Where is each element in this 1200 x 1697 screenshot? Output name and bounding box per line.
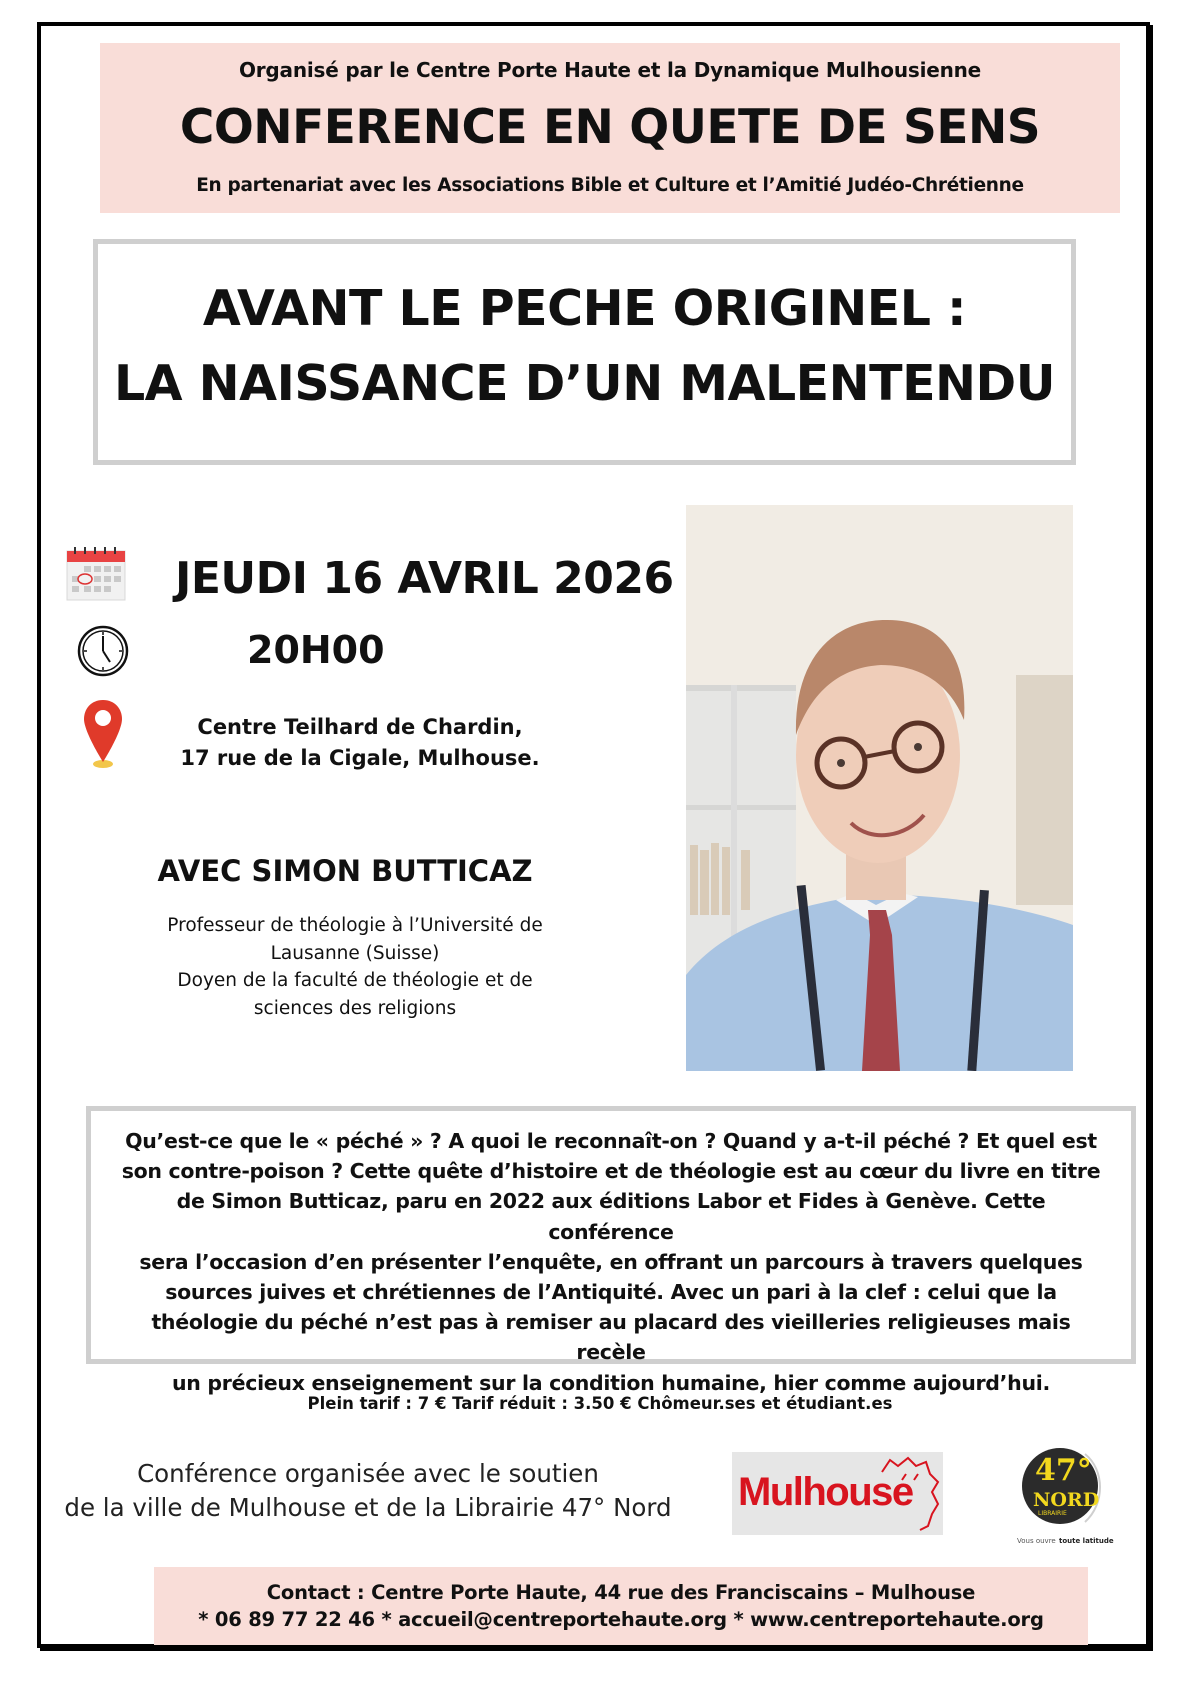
title-box: [93, 239, 1076, 465]
speaker-heading: AVEC SIMON BUTTICAZ: [157, 854, 533, 888]
nord-tagline-b: toute latitude: [1059, 1537, 1114, 1545]
talk-title-line-1: AVANT LE PECHE ORIGINEL :: [202, 280, 967, 337]
description-line: théologie du péché n’est pas à remiser au placard des vieilleries religieuses mais recèle: [151, 1310, 1071, 1365]
bio-line-2: Lausanne (Suisse): [270, 942, 440, 964]
partnership-text: En partenariat avec les Associations Bible et Culture et l’Amitié Judéo-Chrétienne: [196, 175, 1024, 196]
calendar-icon: [66, 545, 126, 601]
bio-line-1: Professeur de théologie à l’Université de: [167, 915, 543, 936]
description-line: son contre-poison ? Cette quête d’histoire et de théologie est au cœur du livre en titre: [121, 1159, 1101, 1184]
mulhouse-logo-text: Mulhouse: [738, 1470, 913, 1514]
clock-icon: [77, 625, 129, 677]
nord-logo-47: 47°: [1035, 1453, 1092, 1488]
speaker-bio: [130, 912, 580, 1022]
venue-address: [150, 712, 570, 774]
nord-tagline-a: Vous ouvre: [1017, 1537, 1056, 1545]
description-line: de Simon Butticaz, paru en 2022 aux éditions Labor et Fides à Genève. Cette conférence: [176, 1189, 1046, 1244]
description-line: sera l’occasion d’en présenter l’enquête, en offrant un parcours à travers quelques: [139, 1249, 1083, 1274]
nord-logo-sub: LIBRAIRIE: [1038, 1510, 1067, 1517]
event-date: JEUDI 16 AVRIL 2026: [175, 553, 674, 604]
description-line: sources juives et chrétiennes de l’Antiquité. Avec un pari à la clef : celui que la: [165, 1280, 1057, 1305]
organizer-text: Organisé par le Centre Porte Haute et la Dynamique Mulhousienne: [238, 58, 982, 82]
support-line-2: de la ville de Mulhouse et de la Librairie 47° Nord: [64, 1493, 672, 1522]
mulhouse-logo: [732, 1452, 943, 1535]
speaker-photo: [686, 505, 1073, 1071]
librairie-47-nord-logo: [1005, 1440, 1115, 1550]
description-line: un précieux enseignement sur la condition humaine, hier comme aujourd’hui.: [172, 1370, 1050, 1395]
support-line-1: Conférence organisée avec le soutien: [137, 1459, 599, 1488]
support-text: [58, 1457, 678, 1525]
contact-line-1: Contact : Centre Porte Haute, 44 rue des Franciscains – Mulhouse: [266, 1581, 976, 1604]
nord-logo-nord: NORD: [1033, 1489, 1100, 1511]
series-title: CONFERENCE EN QUETE DE SENS: [179, 100, 1041, 155]
bio-line-4: sciences des religions: [253, 997, 457, 1019]
bio-line-3: Doyen de la faculté de théologie et de: [177, 970, 533, 991]
location-pin-icon: [82, 698, 124, 770]
contact-info: [154, 1579, 1088, 1633]
event-time: 20H00: [247, 628, 385, 672]
venue-line-2: 17 rue de la Cigale, Mulhouse.: [180, 746, 540, 770]
description-text: [120, 1126, 1102, 1398]
talk-title-line-2: LA NAISSANCE D’UN MALENTENDU: [113, 355, 1056, 412]
contact-line-2: * 06 89 77 22 46 * accueil@centreportehaute.org * www.centreportehaute.org: [198, 1608, 1044, 1631]
venue-line-1: Centre Teilhard de Chardin,: [197, 715, 523, 739]
pricing-text: Plein tarif : 7 € Tarif réduit : 3.50 € Chômeur.ses et étudiant.es: [307, 1394, 893, 1413]
description-line: Qu’est-ce que le « péché » ? A quoi le reconnaît-on ? Quand y a-t-il péché ? Et quel est: [125, 1129, 1097, 1153]
